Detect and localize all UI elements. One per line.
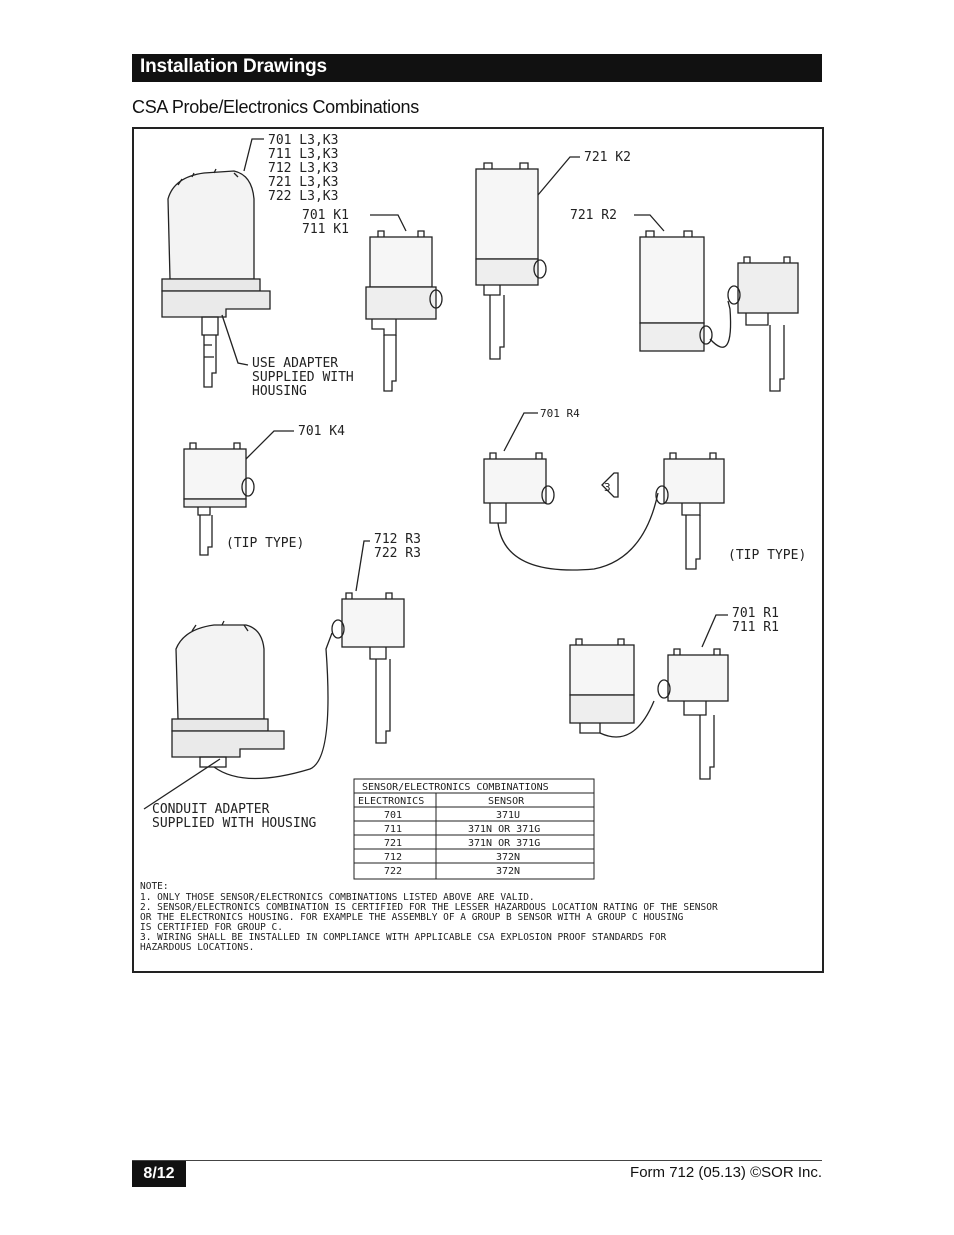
- callout-r1-701: 701 R1: [732, 606, 779, 621]
- table-header-sensor: SENSOR: [488, 796, 525, 807]
- callout-k2: 721 K2: [584, 150, 631, 165]
- callout-r2: 721 R2: [570, 208, 617, 223]
- note-line: 1. ONLY THOSE SENSOR/ELECTRONICS COMBINATIONS LISTED ABOVE ARE VALID.: [140, 892, 535, 903]
- table-header-electronics: ELECTRONICS: [358, 796, 425, 807]
- notes-heading: NOTE:: [140, 881, 169, 892]
- footer-rule: [132, 1160, 822, 1161]
- drawing-canvas: [134, 129, 822, 971]
- form-info: Form 712 (05.13) ©SOR Inc.: [630, 1164, 822, 1181]
- unit-k1: [366, 231, 442, 391]
- callout-l3-721: 721 L3,K3: [268, 175, 339, 190]
- callout-l3-722: 722 L3,K3: [268, 189, 339, 204]
- callout-adapter-line3: HOUSING: [252, 384, 307, 399]
- unit-r3: [172, 593, 404, 779]
- callout-k1-711: 711 K1: [302, 222, 349, 237]
- table-cell-electronics: 711: [384, 824, 403, 835]
- large-housing-top: [162, 169, 270, 387]
- unit-r4: [484, 453, 724, 570]
- section-title: Installation Drawings: [140, 56, 327, 77]
- table-cell-electronics: 722: [384, 866, 403, 877]
- callout-tip-type-right: (TIP TYPE): [728, 548, 807, 563]
- callout-r3-722: 722 R3: [374, 546, 421, 561]
- callout-k1-701: 701 K1: [302, 208, 349, 223]
- table-cell-sensor: 371N OR 371G: [468, 824, 541, 835]
- callout-r1-711: 711 R1: [732, 620, 779, 635]
- callout-r3-712: 712 R3: [374, 532, 421, 547]
- page-number: 8/12: [132, 1161, 186, 1187]
- note-line: IS CERTIFIED FOR GROUP C.: [140, 922, 283, 933]
- note-line: 3. WIRING SHALL BE INSTALLED IN COMPLIANCE WITH APPLICABLE CSA EXPLOSION PROOF STANDARDS FOR: [140, 932, 667, 943]
- callout-conduit-line1: CONDUIT ADAPTER: [152, 802, 270, 817]
- note-line: HAZARDOUS LOCATIONS.: [140, 942, 255, 953]
- table-cell-sensor: 371U: [496, 810, 521, 821]
- table-title: SENSOR/ELECTRONICS COMBINATIONS: [362, 782, 549, 793]
- callout-l3-701: 701 L3,K3: [268, 133, 339, 148]
- callout-l3-712: 712 L3,K3: [268, 161, 339, 176]
- unit-r2: [640, 231, 798, 391]
- callout-l3-711: 711 L3,K3: [268, 147, 339, 162]
- note-reference-3: 3: [604, 481, 611, 494]
- table-cell-sensor: 372N: [496, 852, 521, 863]
- table-cell-sensor: 371N OR 371G: [468, 838, 541, 849]
- section-header: [132, 54, 822, 82]
- installation-drawing: [132, 127, 824, 973]
- note-line: 2. SENSOR/ELECTRONICS COMBINATION IS CERTIFIED FOR THE LESSER HAZARDOUS LOCATION RATING OF THE SENSOR: [140, 902, 718, 913]
- callout-conduit-line2: SUPPLIED WITH HOUSING: [152, 816, 317, 831]
- table-cell-sensor: 372N: [496, 866, 521, 877]
- callout-adapter-line1: USE ADAPTER: [252, 356, 339, 371]
- note-line: OR THE ELECTRONICS HOUSING. FOR EXAMPLE THE ASSEMBLY OF A GROUP B SENSOR WITH A GROUP C HOUSING: [140, 912, 684, 923]
- table-cell-electronics: 701: [384, 810, 403, 821]
- unit-k2: [476, 163, 546, 359]
- callout-tip-type-left: (TIP TYPE): [226, 536, 305, 551]
- callout-r4: 701 R4: [540, 407, 580, 420]
- callout-k4: 701 K4: [298, 424, 345, 439]
- unit-r1: [570, 639, 728, 779]
- table-cell-electronics: 712: [384, 852, 403, 863]
- callout-adapter-line2: SUPPLIED WITH: [252, 370, 354, 385]
- figure-subtitle: CSA Probe/Electronics Combinations: [132, 97, 419, 117]
- table-cell-electronics: 721: [384, 838, 403, 849]
